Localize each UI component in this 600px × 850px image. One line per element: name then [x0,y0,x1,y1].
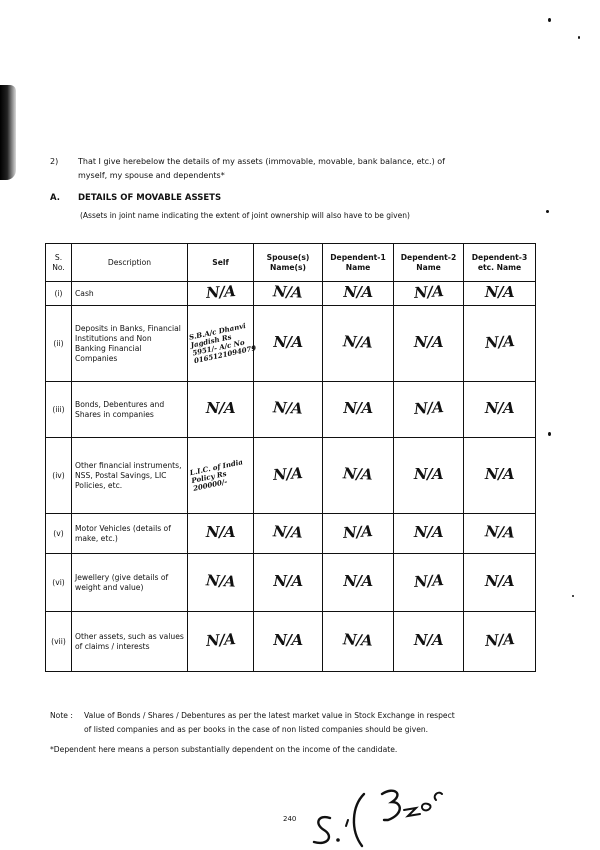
dependent-3-value: N/A [484,283,515,301]
dependent-2-value: N/A [413,523,444,541]
header-sno: S. No. [46,244,72,282]
scan-speck [578,36,580,39]
section-subtitle: (Assets in joint name indicating the extent of joint ownership will also have to be given) [80,211,410,220]
self-value: N/A [205,629,236,651]
scan-speck [546,210,549,213]
spouse-value: N/A [272,463,304,485]
dependent-2-value: N/A [413,631,444,649]
spouse-value: N/A [272,282,304,302]
row-description: Other financial instruments, NSS, Postal Savings, LIC Policies, etc. [72,438,188,514]
row-description: Bonds, Debentures and Shares in companies [72,382,188,438]
dependent-2-value: N/A [413,397,444,419]
header-dependent-1: Dependent-1 Name [323,244,394,282]
dependent-3-value: N/A [484,399,515,417]
scan-speck [548,18,551,22]
dependent-1-value: N/A [342,630,374,650]
dependent-3-value: N/A [484,331,515,353]
header-dependent-3: Dependent-3 etc. Name [464,244,536,282]
self-value: N/A [205,399,236,417]
self-value: S.B.A/c Dhanvi Jagdish Rs 5951/- A/c No 0165121094079 [188,320,257,366]
header-spouse: Spouse(s) Name(s) [254,244,323,282]
table-header-row [46,244,536,282]
section-letter: A. [50,193,60,203]
dependent-3-value: N/A [484,465,515,483]
row-sno: (vii) [46,612,72,672]
header-description: Description [72,244,188,282]
dependent-2-value: N/A [413,570,444,592]
self-value: L.I.C. of India Policy Rs 200000/- [188,457,244,493]
table-row [46,382,536,438]
signature-icon [300,780,460,850]
intro-number: 2) [50,157,59,166]
header-self: Self [188,244,254,282]
scan-speck [548,432,551,436]
dependent-3-value: N/A [484,572,515,590]
movable-assets-table [45,243,536,672]
dependent-2-value: N/A [413,465,444,483]
spouse-value: N/A [272,522,304,542]
row-sno: (ii) [46,306,72,382]
table-row [46,438,536,514]
intro-line-2: myself, my spouse and dependents* [78,171,225,180]
intro-line-1: That I give herebelow the details of my assets (immovable, movable, bank balance, etc.) of [78,157,445,166]
table-row [46,554,536,612]
dependent-1-value: N/A [342,464,374,484]
self-value: N/A [205,523,236,541]
row-sno: (iii) [46,382,72,438]
note-line-2: of listed companies and as per books in the case of non listed companies should be given. [84,725,429,734]
note-line-1: Value of Bonds / Shares / Debentures as per the latest market value in Stock Exchange in respect [84,711,455,720]
spouse-value: N/A [273,333,303,351]
page-number: 240 [283,815,297,823]
header-dependent-2: Dependent-2 Name [394,244,464,282]
scan-smudge [0,85,16,180]
dependent-1-value: N/A [343,572,373,590]
row-description: Jewellery (give details of weight and value) [72,554,188,612]
dependent-1-value: N/A [343,399,373,417]
section-title: DETAILS OF MOVABLE ASSETS [78,193,222,203]
spouse-value: N/A [272,398,304,418]
row-sno: (iv) [46,438,72,514]
dependent-2-value: N/A [413,281,444,303]
dependent-2-value: N/A [413,333,444,351]
table-row [46,306,536,382]
dependent-1-value: N/A [342,521,374,543]
row-description: Other assets, such as values of claims / interests [72,612,188,672]
dependent-1-value: N/A [342,332,374,352]
scan-speck [572,595,574,597]
spouse-value: N/A [273,572,303,590]
dependent-3-value: N/A [484,522,515,542]
row-description: Motor Vehicles (details of make, etc.) [72,514,188,554]
dependent-1-value: N/A [343,283,373,301]
row-sno: (i) [46,282,72,306]
self-value: N/A [205,571,236,591]
table-row [46,612,536,672]
table-row [46,514,536,554]
self-value: N/A [205,281,236,303]
row-sno: (v) [46,514,72,554]
row-description: Deposits in Banks, Financial Institutions and Non Banking Financial Companies [72,306,188,382]
row-sno: (vi) [46,554,72,612]
dependent-3-value: N/A [484,629,515,651]
spouse-value: N/A [273,631,303,649]
row-description: Cash [72,282,188,306]
note-label: Note : [50,711,73,720]
table-row [46,282,536,306]
dependent-footnote: *Dependent here means a person substantially dependent on the income of the candidate. [50,745,398,754]
